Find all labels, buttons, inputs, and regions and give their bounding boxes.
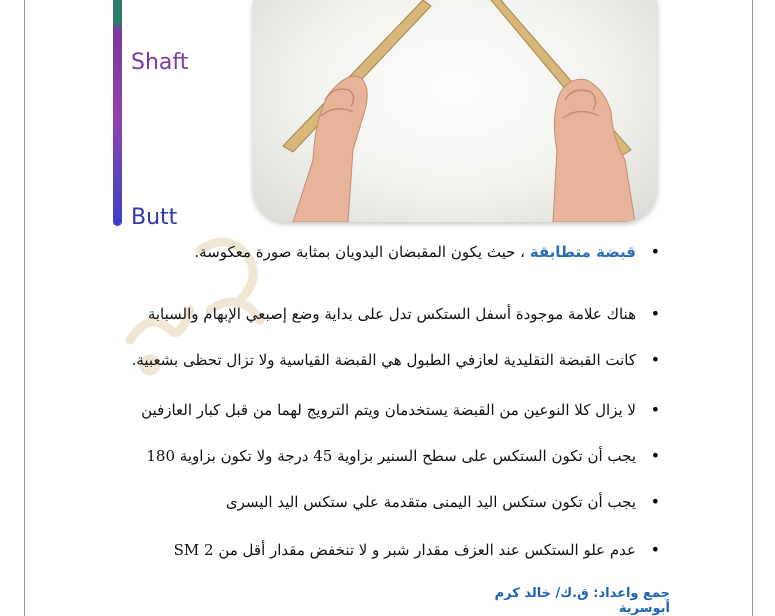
label-butt: Butt [131, 205, 178, 230]
list-item [130, 240, 660, 264]
photo-illustration [253, 0, 657, 222]
list-item: • يجب أن تكون الستكس على سطح السنير بزاوية 45 درجة ولا تكون بزاوية 180 [130, 444, 660, 468]
bullet-list [130, 232, 660, 562]
list-item: • هناك علامة موجودة أسفل الستكس تدل على بداية وضع إصبعي الإبهام والسبابة [130, 302, 660, 326]
list-item: • عدم علو الستكس عند العزف مقدار شبر و لا تنخفض مقدار أقل من 2 SM [130, 538, 660, 562]
list-item: • يجب أن تكون ستكس اليد اليمنى متقدمة علي ستكس اليد اليسرى [130, 490, 660, 514]
author-credit: جمع واعداد: ق.ك/ خالد كرم أبوسرية [494, 586, 670, 616]
page-border-right [752, 0, 753, 616]
list-item: • كانت القبضة التقليدية لعازفي الطبول هي القبضة القياسية ولا تزال تحظى بشعبية. [130, 348, 660, 372]
term-matched-grip: قبضة متطابقة [529, 243, 636, 261]
page-border-left [24, 0, 25, 616]
hands-holding-sticks-photo [253, 0, 657, 222]
list-item-text: ، حيث يكون المقبضان اليدويان بمثابة صورة معكوسة. [194, 243, 530, 261]
list-item: • لا يزال كلا النوعين من القبضة يستخدمان ويتم الترويج لهما من قبل كبار العازفين [130, 398, 660, 422]
stick-diagram-bar [113, 0, 122, 226]
label-shaft: Shaft [131, 50, 189, 75]
